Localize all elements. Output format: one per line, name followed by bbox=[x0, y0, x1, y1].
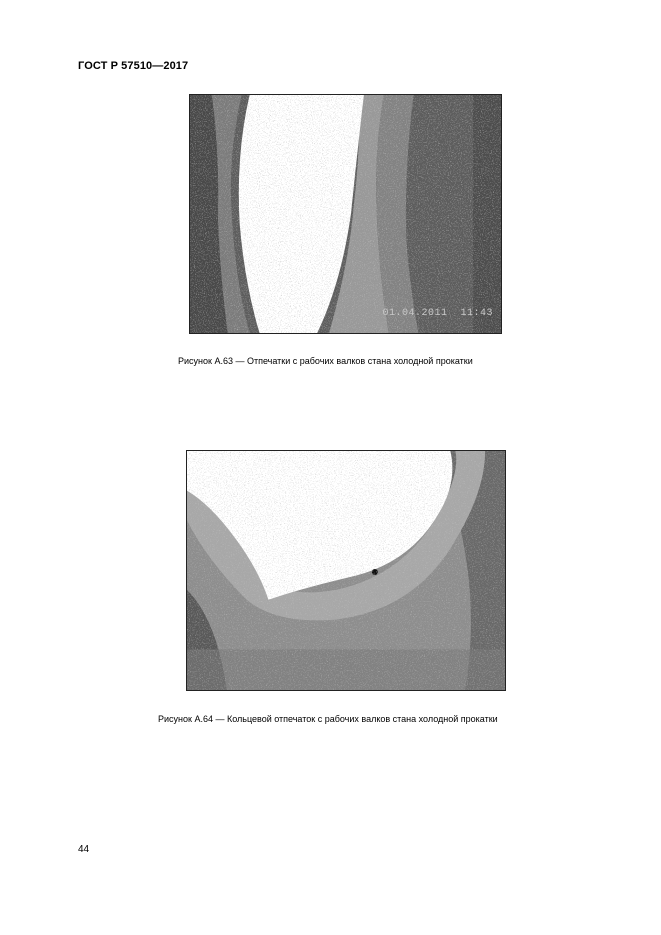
figure-a63-caption: Рисунок А.63 — Отпечатки с рабочих валков стана холодной прокатки bbox=[178, 356, 473, 366]
roll-imprint-image bbox=[190, 95, 501, 333]
figure-a63-image bbox=[189, 94, 502, 334]
page-number: 44 bbox=[78, 844, 90, 855]
standard-header: ГОСТ Р 57510—2017 bbox=[78, 60, 189, 72]
ring-imprint-image bbox=[187, 451, 505, 690]
figure-a64-caption: Рисунок А.64 — Кольцевой отпечаток с рабочих валков стана холодной прокатки bbox=[158, 714, 498, 724]
figure-a64-image bbox=[186, 450, 506, 691]
image-timestamp: 01.04.2011 11:43 bbox=[382, 308, 493, 319]
